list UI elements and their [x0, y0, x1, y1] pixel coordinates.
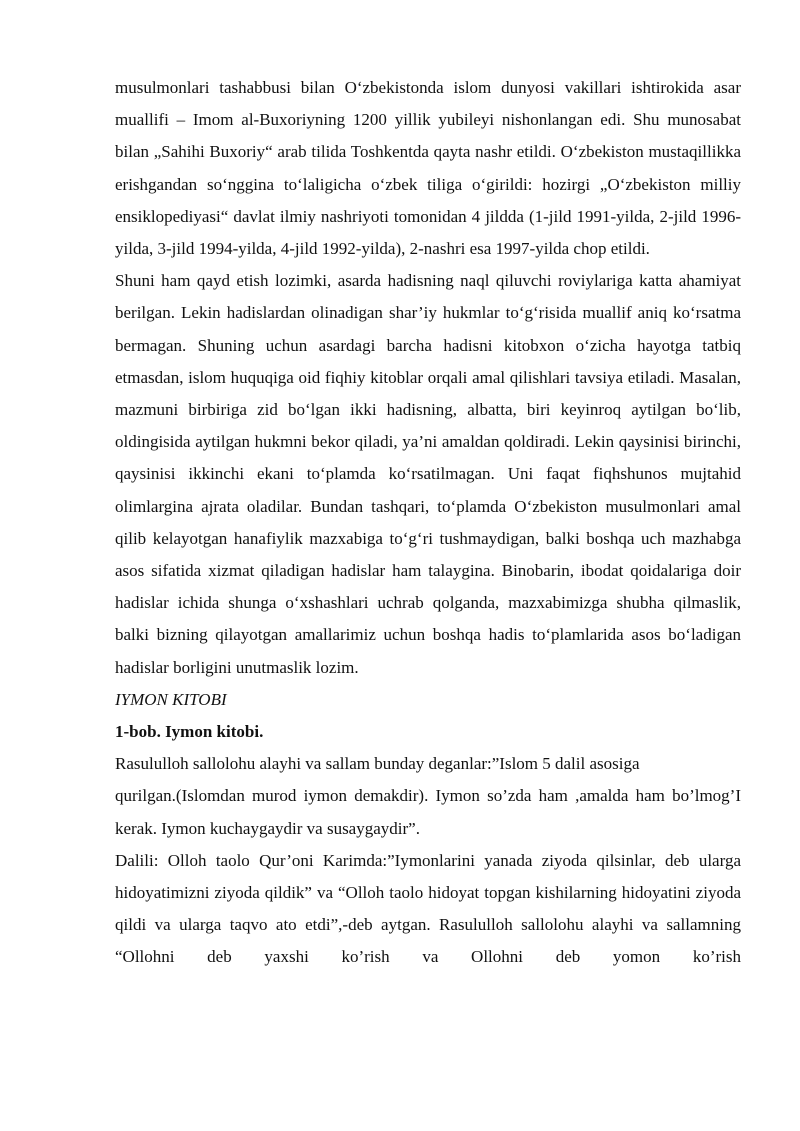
paragraph-evidence: Dalili: Olloh taolo Qur’oni Karimda:”Iymonlarini yanada ziyoda qilsinlar, deb ularga hidoyatimizni ziyoda qildik” va “Olloh taolo hidoyat topgan kishilarning hidoyatini ziyoda qildi va ularga taqvo ato etdi”,-deb aytgan. Rasululloh sallolohu alayhi va sallamning “Ollohni deb yaxshi ko’rish va Ollohni deb yomon ko’rish	[115, 850, 741, 967]
hadith-continuation: qurilgan.(Islomdan murod iymon demakdir). Iymon so’zda ham ,amalda ham bo’lmog’I kerak. Iymon kuchaygaydir va susaygaydir”.	[115, 786, 741, 838]
section-title: IYMON KITOBI	[115, 689, 227, 709]
paragraph-intro: musulmonlari tashabbusi bilan O‘zbekistonda islom dunyosi vakillari ishtirokida asar muallifi – Imom al-Buxoriyning 1200 yillik yubileyi nishonlangan edi. Shu munosabat bilan „Sahihi Buxoriy“ arab tilida Toshkentda qayta nashr etildi. O‘zbekiston mustaqillikka erishgandan so‘nggina to‘laligicha o‘zbek tiliga o‘girildi: hozirgi „O‘zbekiston milliy ensiklopediyasi“ davlat ilmiy nashriyoti tomonidan 4 jildda (1-jild 1991-yilda, 2-jild 1996-yilda, 3-jild 1994-yilda, 4-jild 1992-yilda), 2-nashri esa 1997-yilda chop etildi.	[115, 78, 741, 259]
chapter-title: 1-bob. Iymon kitobi.	[115, 722, 264, 742]
paragraph-hadith-note: Shuni ham qayd etish lozimki, asarda hadisning naql qiluvchi roviylariga katta ahamiyat berilgan. Lekin hadislardan olinadigan shar’iy hukmlar to‘g‘risida muallif aniq ko‘rsatma bermagan. Shuning uchun asardagi barcha hadisni kitobxon o‘zicha hayotga tatbiq etmasdan, islom huquqiga oid fiqhiy kitoblar orqali amal qilishlari tavsiya etiladi. Masalan, mazmuni birbiriga zid bo‘lgan ikki hadisning, albatta, biri keyinroq aytilgan bo‘lib, oldingisida aytilgan hukmni bekor qiladi, ya’ni amaldan qoldiradi. Lekin qaysinisi birinchi, qaysinisi ikkinchi ekani to‘plamda ko‘rsatilmagan. Uni faqat fiqhshunos mujtahid olimlargina ajrata oladilar. Bundan tashqari, to‘plamda O‘zbekiston musulmonlari amal qilib kelayotgan hanafiylik mazxabiga to‘g‘ri tushmaydigan, balki boshqa uch mazhabga asos sifatida xizmat qiladigan hadislar ham talaygina. Binobarin, ibodat qoidalariga doir hadislar ichida shunga o‘xshashlari uchrab qolganda, mazxabimizga shubha qilmaslik, balki bizning qilayotgan amallarimiz uchun boshqa hadis to‘plamlarida asos bo‘ladigan hadislar borligini unutmaslik lozim.	[115, 271, 741, 677]
document-page	[115, 72, 741, 974]
hadith-first-line: Rasululloh sallolohu alayhi va sallam bunday deganlar:”Islom 5 dalil asosiga	[115, 754, 640, 774]
